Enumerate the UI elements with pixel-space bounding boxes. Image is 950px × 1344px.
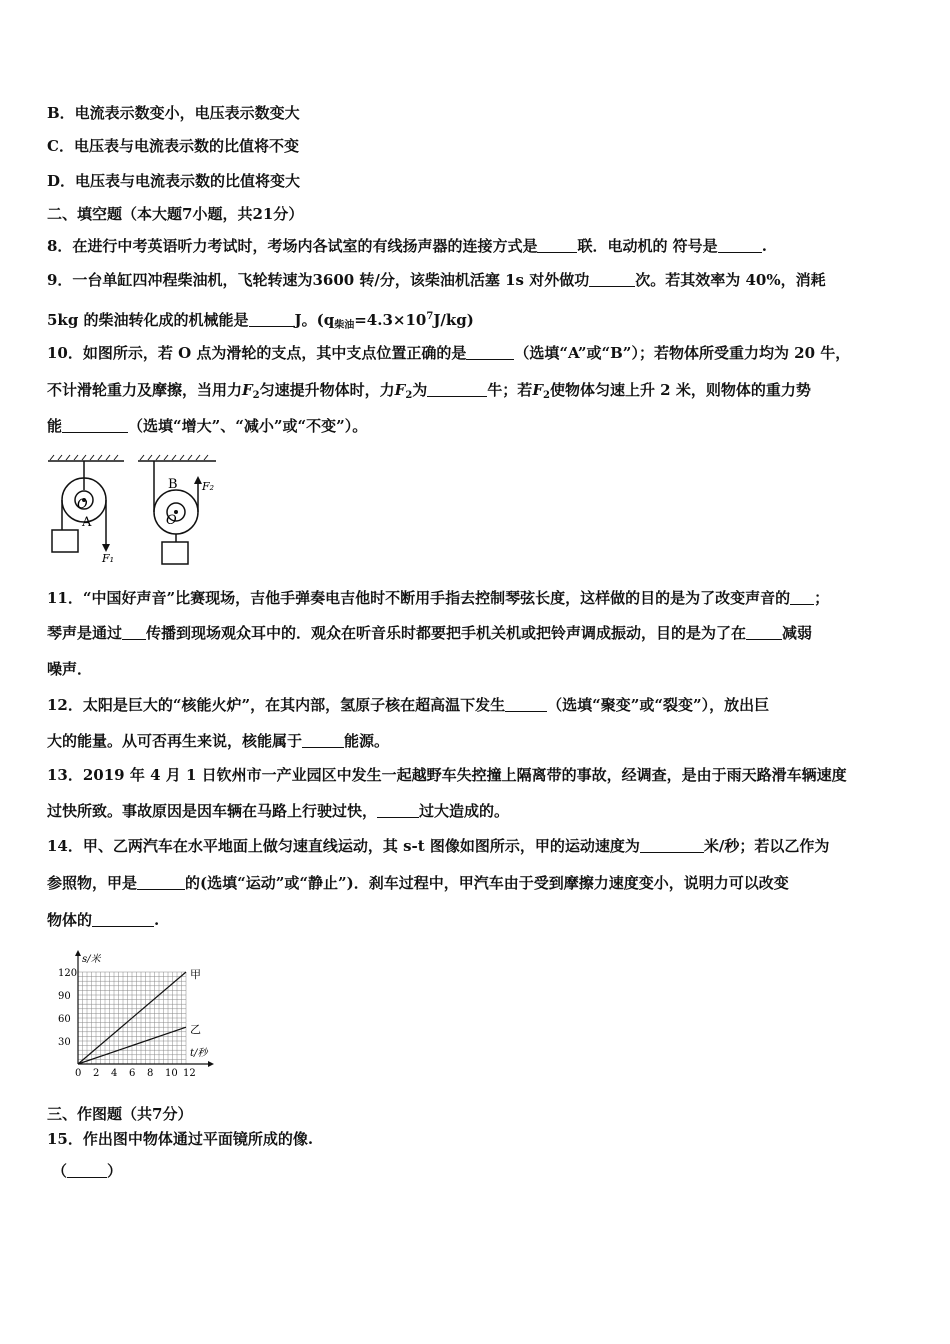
q14-text-l2a: 参照物，甲是 xyxy=(47,874,138,892)
q14-blank-1[interactable] xyxy=(640,837,704,853)
pulley-figure xyxy=(44,450,234,570)
question-14-line1 xyxy=(47,836,907,856)
q11-text-l1b: ； xyxy=(814,589,830,607)
q10-text-l2e: 使物体匀速上升 2 米，则物体的重力势 xyxy=(549,381,811,399)
q8-blank-2[interactable] xyxy=(718,237,762,253)
label-a: A xyxy=(82,515,92,530)
series-label-yi: 乙 xyxy=(190,1023,201,1037)
q14-blank-3[interactable] xyxy=(92,911,154,927)
y-tick-label: 90 xyxy=(58,991,71,1002)
q11-blank-2[interactable] xyxy=(122,624,146,640)
q12-text-l2a: 大的能量。从可否再生来说，核能属于 xyxy=(47,732,303,750)
q14-text-l1a: 14．甲、乙两汽车在水平地面上做匀速直线运动，其 s-t 图像如图所示，甲的运动速度为 xyxy=(47,837,640,855)
q13-text-l2a: 过快所致。事故原因是因车辆在马路上行驶过快， xyxy=(47,802,378,820)
q8-text-b: 联．电动机的 符号是 xyxy=(577,237,718,255)
y-tick-label: 30 xyxy=(58,1037,71,1048)
q9-text-l2a: 5kg 的柴油转化成的机械能是 xyxy=(47,311,249,329)
x-tick-label: 6 xyxy=(129,1068,136,1076)
question-10-line1 xyxy=(47,343,907,363)
q14-text-l3a: 物体的 xyxy=(47,911,93,929)
question-13-line2 xyxy=(47,801,907,821)
question-12-line2 xyxy=(47,731,907,751)
q12-blank-1[interactable] xyxy=(505,696,547,712)
st-graph xyxy=(50,946,230,1076)
question-10-line2 xyxy=(47,380,907,406)
q7-option-c: C．电压表与电流表示数的比值将不变 xyxy=(47,137,299,155)
label-o-right: O xyxy=(166,513,177,528)
y-tick-label: 120 xyxy=(58,968,78,979)
q10-blank-3[interactable] xyxy=(62,417,128,433)
q11-blank-3[interactable] xyxy=(746,624,782,640)
q15-blank[interactable] xyxy=(67,1162,107,1178)
x-tick-label: 10 xyxy=(165,1068,178,1076)
q13-text-l2b: 过大造成的。 xyxy=(419,802,510,820)
q7-option-d: D．电压表与电流表示数的比值将变大 xyxy=(47,172,301,190)
q10-f-symbol-2: F xyxy=(394,381,406,399)
q9-text-l1b: 次。若其效率为 40%，消耗 xyxy=(635,271,826,289)
q9-blank-2[interactable] xyxy=(249,311,295,327)
x-tick-label: 4 xyxy=(111,1068,118,1076)
ceiling-hatch-right xyxy=(140,455,208,460)
weight-left xyxy=(52,530,78,552)
q9-blank-1[interactable] xyxy=(589,271,635,287)
q10-f-symbol-1: F xyxy=(242,381,253,399)
q9-text-l1a: 9．一台单缸四冲程柴油机，飞轮转速为3600 转/分，该柴油机活塞 1s 对外做功 xyxy=(47,271,590,289)
q10-sub-2c: 2 xyxy=(542,390,550,401)
q8-text-c: . xyxy=(761,237,767,255)
question-14-line2 xyxy=(47,873,907,893)
q8-text-a: 8．在进行中考英语听力考试时，考场内各试室的有线扬声器的连接方式是 xyxy=(47,237,538,255)
q10-text-l3b: （选填“增大”、“减小”或“不变”）。 xyxy=(128,417,368,435)
q7-option-b: B．电流表示数变小，电压表示数变大 xyxy=(47,104,300,122)
q10-f-symbol-3: F xyxy=(532,381,543,399)
q10-text-l3a: 能 xyxy=(47,417,63,435)
question-13-line1: 13．2019 年 4 月 1 日钦州市一产业园区中发生一起越野车失控撞上隔离带的事故，经调查，是由于雨天路滑车辆速度 xyxy=(47,766,847,784)
y-axis-label: s/米 xyxy=(82,954,101,965)
q9-text-l2c: =4.3×10 xyxy=(354,311,427,329)
x-tick-label: 8 xyxy=(147,1068,154,1076)
q12-text-l2b: 能源。 xyxy=(344,732,390,750)
q12-text-l1b: （选填“聚变”或“裂变”），放出巨 xyxy=(547,696,770,714)
question-8 xyxy=(47,236,907,256)
question-11-line3: 噪声． xyxy=(47,660,93,678)
question-10-line3 xyxy=(47,416,907,436)
q14-text-l3b: . xyxy=(154,911,160,929)
q12-text-l1a: 12．太阳是巨大的“核能火炉”，在其内部，氢原子核在超高温下发生 xyxy=(47,696,506,714)
arrow-f2 xyxy=(194,476,202,484)
section3-title: 三、作图题（共7分） xyxy=(47,1105,193,1123)
q14-text-l1b: 米/秒；若以乙作为 xyxy=(703,837,830,855)
section2-title: 二、填空题（本大题7小题，共21分） xyxy=(47,205,304,223)
q11-text-l2c: 减弱 xyxy=(782,624,813,642)
q15-open-paren: （ xyxy=(52,1162,68,1180)
q10-blank-1[interactable] xyxy=(466,344,514,360)
ceiling-hatch-left xyxy=(50,455,118,460)
weight-right xyxy=(162,542,188,564)
y-axis-arrow xyxy=(75,950,81,956)
q14-blank-2[interactable] xyxy=(137,874,185,890)
question-12-line1 xyxy=(47,695,907,715)
q9-text-l2b: J。(q xyxy=(294,311,335,329)
q13-blank-1[interactable] xyxy=(377,802,419,818)
q10-text-l2d: 牛；若 xyxy=(487,381,533,399)
q9-sup-exponent: 7 xyxy=(426,311,434,322)
x-axis-label: t/秒 xyxy=(190,1048,208,1059)
x-tick-label: 0 xyxy=(75,1068,82,1076)
arrow-f1 xyxy=(102,544,110,552)
question-11-line1 xyxy=(47,588,907,608)
label-b: B xyxy=(168,477,178,492)
y-tick-label: 60 xyxy=(58,1014,71,1025)
q10-text-l1a: 10．如图所示，若 O 点为滑轮的支点，其中支点位置正确的是 xyxy=(47,344,467,362)
question-9-line2 xyxy=(47,307,907,336)
q9-text-l2d: J/kg) xyxy=(433,311,474,329)
q10-text-l2c: 为 xyxy=(412,381,428,399)
q11-blank-1[interactable] xyxy=(790,589,814,605)
x-tick-label: 2 xyxy=(93,1068,100,1076)
q10-sub-2a: 2 xyxy=(252,390,260,401)
q11-text-l2a: 琴声是通过 xyxy=(47,624,123,642)
q10-text-l2b: 匀速提升物体时，力 xyxy=(259,381,395,399)
question-11-line2 xyxy=(47,623,907,643)
label-f1: F₁ xyxy=(102,552,115,565)
question-15-answer xyxy=(52,1161,912,1181)
question-14-line3 xyxy=(47,910,907,930)
q11-text-l2b: 传播到现场观众耳中的．观众在听音乐时都要把手机关机或把铃声调成振动，目的是为了在 xyxy=(146,624,747,642)
q10-sub-2b: 2 xyxy=(405,390,413,401)
q12-blank-2[interactable] xyxy=(302,732,344,748)
series-label-jia: 甲 xyxy=(190,968,201,981)
q11-text-l1a: 11．“中国好声音”比赛现场，吉他手弹奏电吉他时不断用手指去控制琴弦长度，这样做的目的是为了改变声音的 xyxy=(47,589,791,607)
q8-blank-1[interactable] xyxy=(537,237,577,253)
q10-text-l1b: （选填“A”或“B”）；若物体所受重力均为 20 牛， xyxy=(514,344,851,362)
q10-text-l2a: 不计滑轮重力及摩擦，当用力 xyxy=(47,381,243,399)
q10-blank-2[interactable] xyxy=(427,381,487,397)
q14-text-l2b: 的(选填“运动”或“静止”)．刹车过程中，甲汽车由于受到摩擦力速度变小，说明力可以改变 xyxy=(185,874,789,892)
question-15: 15．作出图中物体通过平面镜所成的像. xyxy=(47,1130,314,1148)
label-o-left: O xyxy=(77,497,88,512)
x-tick-label: 12 xyxy=(183,1068,196,1076)
q15-close-paren: ） xyxy=(107,1162,123,1180)
label-f2: F₂ xyxy=(202,480,215,493)
q9-sub-diesel: 柴油 xyxy=(334,320,355,331)
question-9-line1 xyxy=(47,270,907,290)
x-axis-arrow xyxy=(208,1061,214,1067)
